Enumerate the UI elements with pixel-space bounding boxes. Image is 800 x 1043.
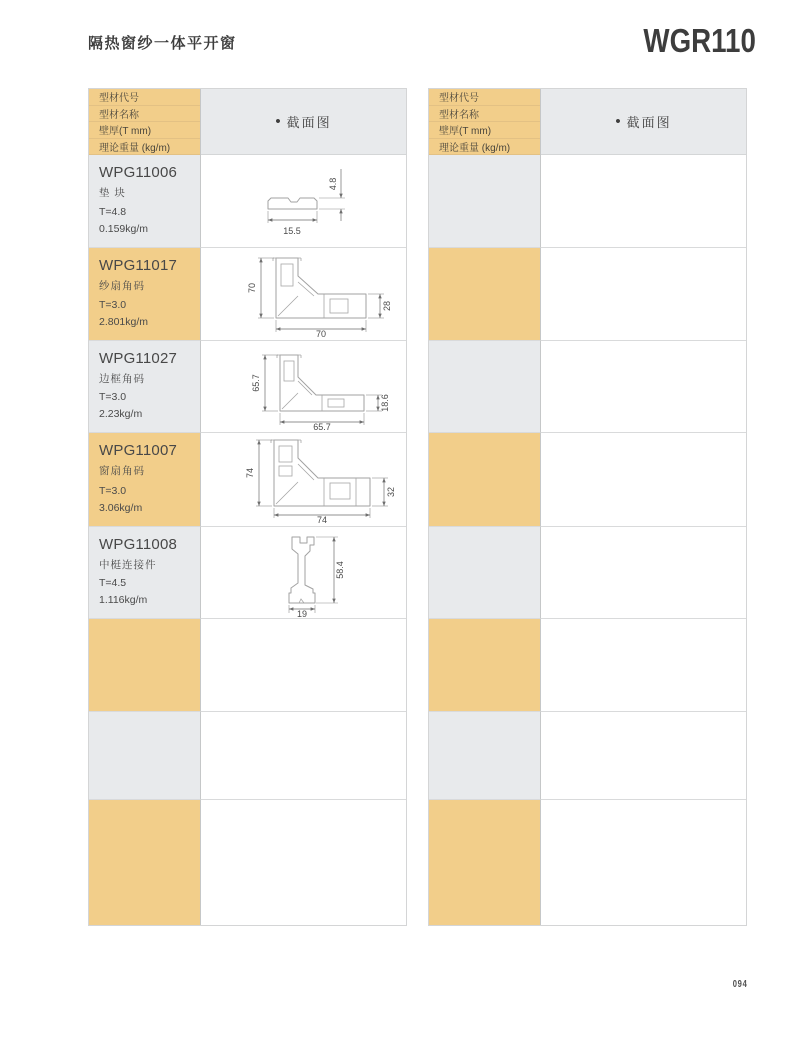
section-diagram-cell	[201, 155, 406, 248]
section-diagram-cell	[541, 155, 746, 248]
section-diagram-cell	[201, 800, 406, 925]
dimension-label: 70	[246, 282, 257, 294]
section-diagram-cell	[201, 619, 406, 712]
table-header	[429, 89, 746, 155]
dimension-label: 65.7	[250, 373, 261, 392]
section-diagram-cell	[201, 248, 406, 341]
profile-weight: 2.801kg/m	[99, 315, 149, 328]
section-diagram-cell	[201, 527, 406, 619]
profile-info-cell	[429, 619, 541, 712]
profile-info-cell	[89, 155, 201, 248]
table-row	[89, 527, 406, 619]
profile-thickness: T=3.0	[99, 485, 127, 498]
header-row-name: 型材名称	[89, 106, 200, 123]
section-diagram-cell	[541, 712, 746, 800]
profile-weight: 2.23kg/m	[99, 407, 143, 420]
model-code: WGR110	[643, 22, 756, 59]
table-row	[89, 433, 406, 527]
table-row	[429, 155, 746, 248]
table-row	[429, 800, 746, 925]
profile-info-cell	[89, 527, 201, 619]
profile-spec	[99, 204, 194, 237]
header-label-column	[89, 89, 201, 155]
table-row	[429, 712, 746, 800]
dimension-label: 74	[244, 467, 255, 478]
bullet-icon: •	[275, 113, 281, 130]
profile-spec	[99, 483, 194, 516]
dimension-label: 65.7	[312, 421, 331, 431]
table-row	[429, 248, 746, 341]
section-diagram-cell	[201, 341, 406, 433]
dimension-label: 4.8	[327, 177, 338, 191]
profile-spec	[99, 297, 194, 330]
profile-info-cell	[429, 712, 541, 800]
profile-code: WPG11007	[99, 442, 178, 459]
table-row	[89, 341, 406, 433]
profile-info-cell	[89, 712, 201, 800]
profile-name: 窗扇角码	[99, 465, 145, 477]
table-row	[429, 527, 746, 619]
profile-info-cell	[89, 248, 201, 341]
section-header-label: 截面图	[626, 115, 672, 130]
profile-weight: 1.116kg/m	[99, 593, 148, 606]
header-row-name: 型材名称	[429, 106, 540, 123]
profile-info-cell	[429, 248, 541, 341]
profile-info-cell	[89, 433, 201, 527]
profile-name: 纱扇角码	[99, 280, 145, 292]
profile-info-cell	[89, 341, 201, 433]
table-row	[429, 433, 746, 527]
section-header	[541, 89, 746, 155]
profile-code: WPG11008	[99, 536, 178, 553]
profile-info-cell	[89, 800, 201, 925]
dimension-label: 32	[385, 486, 396, 497]
header-row-code: 型材代号	[89, 89, 200, 106]
profile-info-cell	[429, 433, 541, 527]
header-row-weight: 理论重量 (kg/m)	[429, 139, 540, 156]
section-header	[201, 89, 406, 155]
cross-section-drawing	[204, 157, 404, 245]
profile-name: 边框角码	[99, 373, 145, 385]
profile-spec	[99, 575, 194, 608]
dimension-label: 18.6	[379, 393, 390, 412]
cross-section-drawing	[204, 436, 404, 524]
dimension-label: 70	[315, 329, 326, 338]
dimension-label: 58.4	[334, 560, 345, 579]
table-row	[89, 800, 406, 925]
cross-section-drawing	[204, 250, 404, 338]
section-diagram-cell	[541, 800, 746, 925]
profile-spec	[99, 389, 194, 422]
header-row-thickness: 壁厚(T mm)	[429, 122, 540, 139]
section-diagram-cell	[201, 433, 406, 527]
profile-info-cell	[429, 341, 541, 433]
profile-weight: 3.06kg/m	[99, 501, 143, 514]
profile-info-cell	[429, 155, 541, 248]
cross-section-drawing	[204, 529, 404, 617]
section-diagram-cell	[201, 712, 406, 800]
profile-thickness: T=3.0	[99, 299, 127, 312]
profile-info-cell	[429, 800, 541, 925]
profile-code: WPG11027	[99, 350, 178, 367]
page-title: 隔热窗纱一体平开窗	[88, 35, 237, 52]
profile-thickness: T=4.8	[99, 206, 127, 219]
profile-thickness: T=3.0	[99, 391, 127, 404]
table-row	[89, 155, 406, 248]
profile-table-right	[428, 88, 747, 926]
table-row	[89, 712, 406, 800]
profile-table-left	[88, 88, 407, 926]
header-row-weight: 理论重量 (kg/m)	[89, 139, 200, 156]
table-row	[89, 619, 406, 712]
table-row	[429, 619, 746, 712]
section-diagram-cell	[541, 619, 746, 712]
profile-info-cell	[89, 619, 201, 712]
dimension-label: 28	[381, 300, 392, 312]
header-row-thickness: 壁厚(T mm)	[89, 122, 200, 139]
dimension-label: 15.5	[282, 226, 301, 236]
profile-name: 中梃连接件	[99, 559, 157, 571]
section-diagram-cell	[541, 248, 746, 341]
profile-code: WPG11006	[99, 164, 178, 181]
table-row	[429, 341, 746, 433]
section-header-label: 截面图	[286, 115, 332, 130]
section-diagram-cell	[541, 341, 746, 433]
profile-code: WPG11017	[99, 257, 178, 274]
profile-name: 垫 块	[99, 187, 126, 199]
profile-info-cell	[429, 527, 541, 619]
profile-thickness: T=4.5	[99, 577, 127, 590]
dimension-label: 19	[296, 608, 307, 617]
section-diagram-cell	[541, 433, 746, 527]
bullet-icon: •	[615, 113, 621, 130]
header-row-code: 型材代号	[429, 89, 540, 106]
cross-section-drawing	[204, 343, 404, 431]
page-number: 094	[733, 978, 748, 990]
profile-weight: 0.159kg/m	[99, 222, 149, 235]
header-label-column	[429, 89, 541, 155]
section-diagram-cell	[541, 527, 746, 619]
table-row	[89, 248, 406, 341]
table-header	[89, 89, 406, 155]
dimension-label: 74	[316, 514, 327, 524]
